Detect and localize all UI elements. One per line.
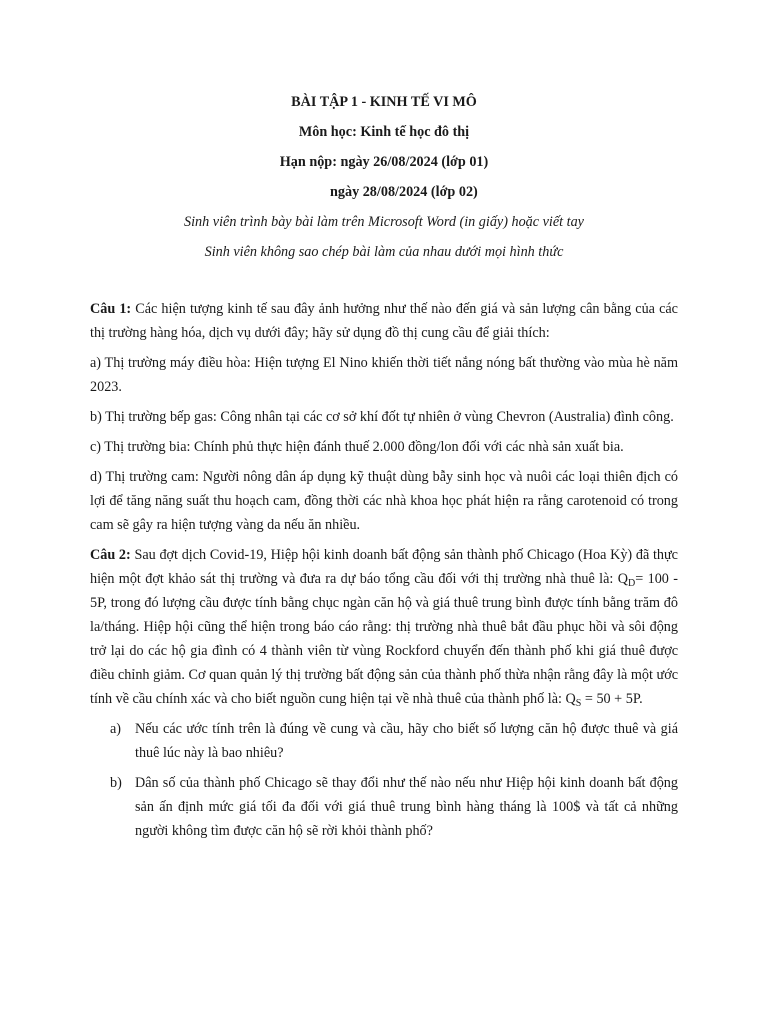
- question-1-part-d: d) Thị trường cam: Người nông dân áp dụng kỹ thuật dùng bẫy sinh học và nuôi các loại thiên địch có lợi để tăng năng suất thu hoạch cam, đồng thời các nhà khoa học phát hiện ra rằng carotenoid có trong cam sẽ gây ra hiện tượng vàng da nếu ăn nhiều.: [90, 469, 678, 533]
- question-2-label: Câu 2:: [90, 547, 131, 563]
- document-body: [90, 297, 678, 849]
- question-1-part-c: c) Thị trường bia: Chính phủ thực hiện đánh thuế 2.000 đồng/lon đối với các nhà sản xuất bia.: [90, 439, 624, 455]
- supply-subscript: S: [575, 698, 582, 709]
- question-2-part-b-label: b): [110, 775, 122, 791]
- instruction-note-plagiarism: Sinh viên không sao chép bài làm của nhau dưới mọi hình thức: [204, 244, 564, 260]
- demand-subscript: D: [628, 578, 636, 589]
- question-2-text-2: = 100 - 5P, trong đó lượng cầu được tính bằng chục ngàn căn hộ và giá thuê trung bình được tính bằng trăm đô la/tháng. Hiệp hội cũng thể hiện trong báo cáo rằng: thị trường nhà thuê bắt đầu phục hồi và sôi động trở lại do các hộ gia đình có 4 thành viên từ vùng Rockford chuyển đến thành phố khi giá thuê được điều chỉnh giảm. Cơ quan quản lý thị trường bất động sản của thành phố thừa nhận rằng đây là một ước tính về cầu chính xác và cho biết nguồn cung hiện tại về nhà thuê của thành phố là: Q: [90, 571, 678, 707]
- question-1-intro: [90, 297, 678, 345]
- question-1-label: Câu 1:: [90, 301, 132, 317]
- deadline-class-02: ngày 28/08/2024 (lớp 02): [330, 184, 478, 200]
- document-title: BÀI TẬP 1 - KINH TẾ VI MÔ: [291, 94, 477, 110]
- question-2-part-b-text: Dân số của thành phố Chicago sẽ thay đổi như thế nào nếu như Hiệp hội kinh doanh bất động sản ấn định mức giá tối đa đối với giá thuê trung bình hàng tháng là 100$ và tất cả những người không tìm được căn hộ sẽ rời khỏi thành phố?: [135, 775, 678, 839]
- question-2-intro: [90, 543, 678, 711]
- deadline-class-01: Hạn nộp: ngày 26/08/2024 (lớp 01): [279, 154, 489, 170]
- question-1-part-a: a) Thị trường máy điều hòa: Hiện tượng El Nino khiến thời tiết nắng nóng bất thường vào mùa hè năm 2023.: [90, 355, 678, 395]
- question-1-text: Các hiện tượng kinh tế sau đây ảnh hưởng như thế nào đến giá và sản lượng cân bằng của các thị trường hàng hóa, dịch vụ dưới đây; hãy sử dụng đồ thị cung cầu để giải thích:: [90, 301, 678, 341]
- question-2-part-a-label: a): [110, 721, 122, 737]
- instruction-note-format: Sinh viên trình bày bài làm trên Microsoft Word (in giấy) hoặc viết tay: [184, 214, 584, 230]
- question-2-part-a-text: Nếu các ước tính trên là đúng về cung và cầu, hãy cho biết số lượng căn hộ được thuê và giá thuê lúc này là bao nhiêu?: [135, 721, 678, 761]
- question-2-text-3: = 50 + 5P.: [581, 691, 643, 707]
- question-2-text-1: Sau đợt dịch Covid-19, Hiệp hội kinh doanh bất động sản thành phố Chicago (Hoa Kỳ) đã thực hiện một đợt khảo sát thị trường và đưa ra dự báo tổng cầu đối với thị trường nhà thuê là: Q: [90, 547, 678, 587]
- question-2-parts: [90, 717, 678, 843]
- subject-line: Môn học: Kinh tế học đô thị: [298, 124, 470, 140]
- question-2-part-b: [110, 771, 678, 843]
- question-2-part-a: [110, 717, 678, 765]
- question-1-part-b: b) Thị trường bếp gas: Công nhân tại các cơ sở khí đốt tự nhiên ở vùng Chevron (Australia) đình công.: [90, 409, 674, 425]
